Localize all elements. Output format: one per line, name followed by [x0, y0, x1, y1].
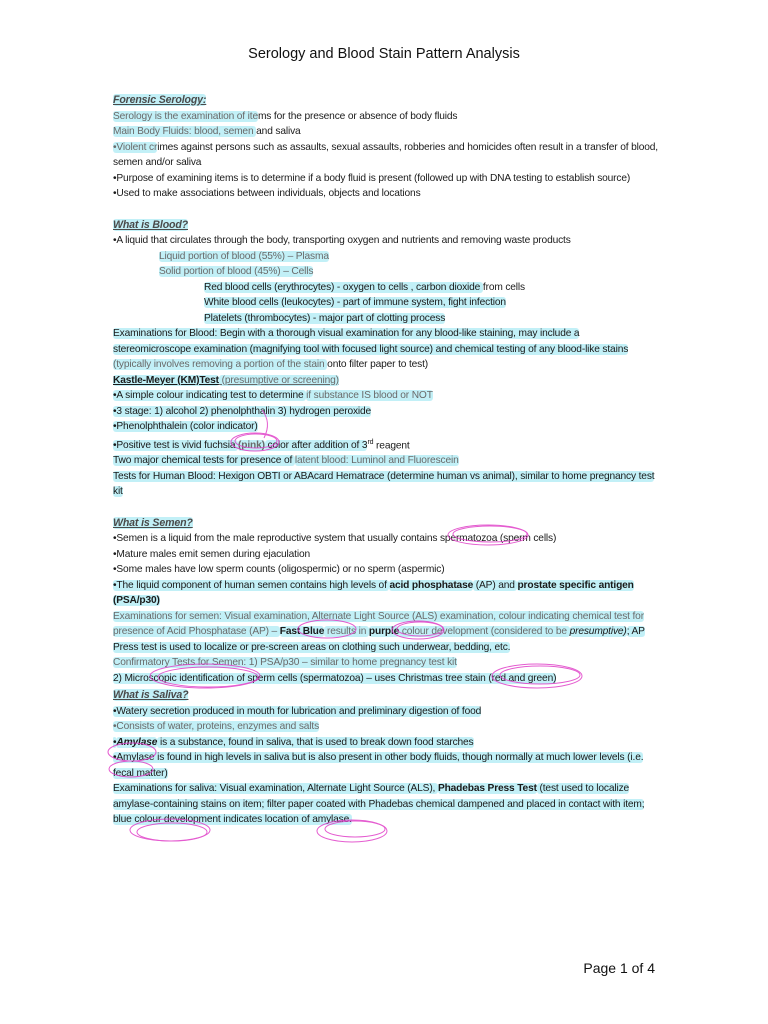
- blood-line: Kastle-Meyer (KM)Test (presumptive or screening): [113, 374, 339, 386]
- serology-line: •Violent crimes against persons such as assaults, sexual assaults, robberies and homicides often result in a transfer of blood, semen and/or saliva: [113, 141, 658, 168]
- serology-line: •Used to make associations between individuals, objects and locations: [113, 188, 421, 199]
- blood-line: (typically involves removing a portion of the stain onto filter paper to test): [113, 359, 429, 370]
- blood-line: •A simple colour indicating test to determine if substance IS blood or NOT: [113, 390, 433, 401]
- blood-line: Solid portion of blood (45%) – Cells: [159, 266, 314, 277]
- serology-line: Serology is the examination of items for the presence or absence of body fluids: [113, 110, 458, 122]
- section-heading-blood: What is Blood?: [113, 218, 188, 231]
- semen-line: •Mature males emit semen during ejaculation: [113, 548, 311, 560]
- semen-line: •Some males have low sperm counts (oligospermic) or no sperm (aspermic): [113, 564, 445, 576]
- section-heading-saliva: What is Saliva?: [113, 689, 189, 702]
- saliva-line: •Watery secretion produced in mouth for lubrication and preliminary digestion of food: [113, 705, 482, 717]
- blood-line: Platelets (thrombocytes) - major part of clotting process: [204, 312, 446, 324]
- section-heading-serology: Forensic Serology:: [113, 94, 207, 106]
- page-number: Page 1 of 4: [583, 960, 655, 976]
- saliva-line: Examinations for saliva: Visual examination, Alternate Light Source (ALS), Phadebas Press Test (test used to localize amylase-containing stains on item; filter paper coated with Phadebas chemical dampened and placed in contact with item; blue colour development indicates location of amylase.: [113, 783, 645, 826]
- page-title: Serology and Blood Stain Pattern Analysis: [248, 46, 520, 62]
- blood-line: Red blood cells (erythrocytes) - oxygen to cells , carbon dioxide from cells: [204, 281, 525, 293]
- blood-line: •Phenolphthalein (color indicator): [113, 421, 258, 432]
- blood-line: Liquid portion of blood (55%) – Plasma: [159, 250, 329, 262]
- semen-line: •Semen is a liquid from the male reproductive system that usually contains spermatozoa (sperm cells): [113, 533, 557, 545]
- semen-line: •The liquid component of human semen contains high levels of acid phosphatase (AP) and prostate specific antigen (PSA/p30): [113, 579, 634, 607]
- section-heading-semen: What is Semen?: [113, 516, 193, 529]
- semen-line: Confirmatory Tests for Semen: 1) PSA/p30 – similar to home pregnancy test kit: [113, 657, 457, 669]
- saliva-line: •Amylase is found in high levels in saliva but is also present in other body fluids, though normally at much lower levels (i.e. fecal matter): [113, 752, 644, 779]
- blood-line: •Positive test is vivid fuchsia (pink) color after addition of 3rd reagent: [113, 438, 410, 451]
- serology-line: Main Body Fluids: blood, semen and saliva: [113, 126, 301, 137]
- semen-line: Examinations for semen: Visual examination, Alternate Light Source (ALS) examination, colour indicating chemical test for presence of Acid Phosphatase (AP) – Fast Blue results in purple colour development (considered to be presumptive); AP Press test is used to localize or pre-screen areas on clothing such underwear, bedding, etc.: [113, 610, 645, 653]
- document-body: [113, 93, 658, 828]
- blood-line: Tests for Human Blood: Hexigon OBTI or ABAcard Hematrace (determine human vs animal), similar to home pregnancy test kit: [113, 470, 655, 498]
- blood-line: White blood cells (leukocytes) - part of immune system, fight infection: [204, 297, 506, 308]
- blood-line: Examinations for Blood: Begin with a thorough visual examination for any blood-like staining, may include a stereomicroscope examination (magnifying tool with focused light source) and chemical testing of any blood-like stains: [113, 328, 629, 355]
- saliva-line: •Amylase is a substance, found in saliva, that is used to break down food starches: [113, 736, 474, 748]
- saliva-line: •Consists of water, proteins, enzymes and salts: [113, 721, 320, 733]
- blood-line: •3 stage: 1) alcohol 2) phenolphthalin 3) hydrogen peroxide: [113, 405, 372, 417]
- semen-line: 2) Microscopic identification of sperm cells (spermatozoa) – uses Christmas tree stain (red and green): [113, 672, 557, 684]
- blood-line: •A liquid that circulates through the body, transporting oxygen and nutrients and removing waste products: [113, 235, 571, 246]
- serology-line: •Purpose of examining items is to determine if a body fluid is present (followed up with DNA testing to establish source): [113, 172, 631, 184]
- blood-line: Two major chemical tests for presence of latent blood: Luminol and Fluorescein: [113, 455, 459, 467]
